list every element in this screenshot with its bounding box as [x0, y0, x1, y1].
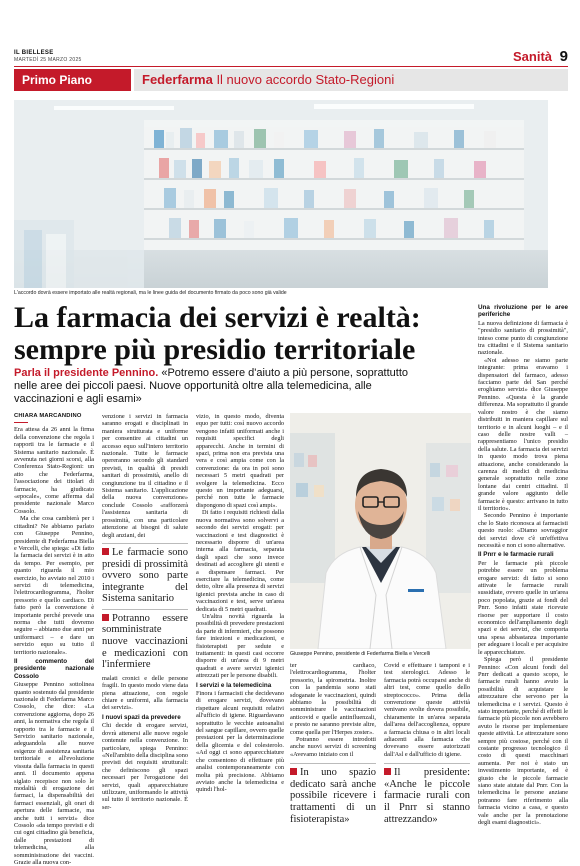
col1-p2: Ma che cosa cambierà per i cittadini? Ne abbiamo parlato con Giuseppe Pennino, presidente di Federfarma Biella e Vercelli, che spiega: «Di fatto la farmacia dei servizi è in atto da tempo. Per esempio, per quanto riguarda il mio esercizio, ho avviato nel 2010 i servizi di telemedicina, l'elettrocardiogramma, l'holter pressorio e quello cardiaco. Di fatto però la convenzione è importante perché prevede una norma che tutti dovremo seguire – abbiamo due anni per uniformarci – e dare un servizio equo su tutto il territorio nazionale». [14, 515, 94, 656]
col4-p1: ter cardiaco, l'elettrocardiogramma, l'holter pressorio, la spirometria. Inoltre con la pandemia sono stati sdoganate le vaccinazioni, quindi abbiamo la possibilità di somministrare le vaccinazioni anticovid e quelle antinfluenzali, e presto ne saranno previste altre, come quella per l'Herpes zoster». [290, 662, 376, 736]
portrait-photo [290, 413, 471, 649]
pull-square-icon [102, 614, 109, 621]
col1-p1: Era attesa da 26 anni la firma della convenzione che regola i rapporti tra le farmacie e il Sistema sanitario nazionale. È avvenuta nei giorni scorsi, alla Conferenza Stato-Regioni: un atto che Federfarma, l'associazione dei titolari di farmacie, ha giudicato «epocale», come afferma dal presidente nazionale Marco Cossolo. [14, 426, 94, 515]
col3-p3: Un'altra novità riguarda la possibilità di prevedere prestazioni da parte di infermieri, che possono fare iniezioni e medicazioni, e fisioterapisti per sedute e trattamenti: in questi casi occorre disporre di un'area di 9 metri quadrati e avere servizi igienici attrezzati per le persone disabili. [196, 612, 284, 680]
pull-square-icon [102, 548, 109, 555]
issue-date: MARTEDÌ 25 MARZO 2025 [14, 57, 82, 63]
byline-rule [14, 422, 28, 423]
masthead [14, 50, 82, 63]
category-band: Primo Piano [14, 69, 131, 91]
byline: CHIARA MARCANDINO [14, 413, 82, 419]
pharmacy-photo [14, 100, 548, 288]
column-6 [478, 304, 568, 826]
header-rule [14, 66, 568, 67]
pharmacist-portrait-image [290, 413, 471, 649]
col1-subheading: Il commento del presidente nazionale Cossolo [14, 658, 94, 680]
column-3 [196, 413, 284, 794]
subhead-text: «Potremo essere d'aiuto a più persone, soprattutto nelle aree dei piccoli paesi. Nuove opportunità oltre alla telemedicina, alle vaccinazioni e agli esami» [14, 367, 409, 405]
section-name: Sanità [512, 49, 552, 64]
topic-bold: Federfarma [142, 72, 213, 87]
col2-p3: Chi decide di erogare servizi, dovrà attenersi alle nuove regole contenute nella convenzione. In particolare, spiega Pennino: «Nell'ambito della disciplina sono previsti dei requisiti strutturali: che definiscono gli spazi necessari per l'erogazione dei servizi, quali apparecchiature utilizzare, uniformando le attività sul tutto il territorio nazionale. È ser- [102, 722, 188, 811]
col3-p2: Di fatto i requisiti richiesti dalla nuova normativa sono solvervi a secondo dei servizi erogati: per vaccinazioni e test diagnostici è necessario disporre di un'area interna alla farmacia, separata dagli spazi che sono invece destinati ad accogliere gli utenti e a dispensare farmaci. Per esercitare la telemedicina, come detto, oltre alla presenza di servizi igienici prevista anche in caso di vaccinazioni e test, serve un'area dedicata di 5 metri quadrati. [196, 509, 284, 613]
pull-quote-3 [290, 763, 376, 825]
col6-p3: Secondo Pennino è importante che lo Stato riconosca ai farmacisti questo ruolo: «Diamo sovraggior dei servizi dove c'è un'effettiva necessità e non ci sono alternative. [478, 512, 568, 549]
col6-p4: Per le farmacie più piccole potrebbe essere un problema erogare servizi: di fatto si sono attivate le farmacie rurali sussidiate, ovvero quelle in un'area poco popolata, grazie ai fondi del Pnrr. Sono infatti state ricevute risorse per supportare il costo economico dell'ampliamento degli spazi e dei servizi, che comporta una spesa abbastanza importante per adeguare i locali e per acquisire le apparecchiature. [478, 559, 568, 656]
pull-quote-1 [102, 543, 188, 605]
topic-rest: Il nuovo accordo Stato-Regioni [216, 72, 395, 87]
pharmacy-shelves-image [14, 100, 548, 288]
col5-p1: Covid e effettuare i tamponi e i test sierologici. Adesso le farmacia potrà occuparsi anche di altri test, come quello dello streptococco». Prima della convenzione queste attività venivano svolte dovera possibile, chiaramente in un'area separata dall'area dell'accoglienza, oppure a farmacia chiusa o in altri locali adiacenti alla farmacia che dovevano essere autorizzati dall'Asl e dall'ufficio di igiene. [384, 662, 470, 758]
col2-p2: malati cronici e delle persone fragili. In questo modo viene data piena attuazione, con regole chiare e uniformi, alla farmacia dei servizi». [102, 674, 188, 712]
pull-quote-4 [384, 763, 470, 825]
col3-p4: Finora i farmacisti che decidevano di erogare servizi, dovevano rispettare alcuni requisiti relativi all'ufficio di igiene. Riguardavano soprattutto le vecchie autoanalisi del sangue capillare, ovvero quelle prestazioni per la determinazione della glicemia e del colesterolo. «Ad oggi ci sono apparecchiature che consentono di effettuare più analisi contemporaneamente con molta più precisione. Abbiamo avviato anche la telemedicina e quindi l'hol- [196, 690, 284, 794]
headline: La farmacia dei servizi è realtà: sempre più presidio territoriale [14, 301, 421, 366]
col1-p3: Giuseppe Pennino sottolinea quanto sostenuto dal presidente nazionale di Federfarma Marco Cossolo, che dice: «La convenzione aggiorna, dopo 26 anni, la normativa che regola il rapporto tra le farmacie e il Servizio sanitario nazionale, adeguandola alle nuove esigenze di assistenza sanitaria territoriale e all'evoluzione vissuta dalla farmacia in questi anni. Il documento appena siglato recepisce non solo le modalità di erogazione dei farmaci, la dispensabilità dei farmaci essenziali, gli orari di apertura delle farmacie, ma anche tutti i servizi» dice Cossolo «da tempo previsti e di cui ogni cittadino già beneficia, dalle prestazioni di telemedicina, alla somministrazione dei vaccini. Grazie alla nuova con- [14, 681, 94, 866]
col6-p2: «Noi adesso ne siamo parte integrante: prima eravamo i dispensatori del farmaco, adesso facciamo parte del San perché eroghiamo servizi» dice Giuseppe Pennino. «Questa è la grande differenza. Ma soprattutto il grande valore nostro è che siamo distribuiti in maniera capillare sul territorio e in alcuni luoghi – e il caso delle nostre valli – rappresentiamo l'unico presidio della salute. La farmacia dei servizi in questo modo trova piena attuazione, anche considerando la carenza di medici di medicina generale soprattutto nelle zone lontane dai centri cittadini. Il grande valore aggiunto delle farmacie è questo: arrivano in tutto il territorio». [478, 356, 568, 512]
pull-square-icon [384, 768, 391, 775]
paper-name: IL BIELLESE [14, 50, 54, 56]
topic-band [134, 69, 568, 91]
column-5 [384, 662, 470, 825]
subheadline [14, 367, 434, 406]
col6-subheading-2: Il Pnrr e le farmacie rurali [478, 551, 554, 559]
pull-square-icon [290, 768, 297, 775]
col3-subheading: I servizi e la telemedicina [196, 681, 272, 689]
col2-p1: venzione i servizi in farmacia saranno erogati e disciplinati in maniera strutturata e uniforme per consentire ai cittadini un accesso equo sull'intero territorio nazionale. Tutte le farmacie opereranno secondo gli standard previsti, in qualità di presidi sanitari di prossimità, anello di congiunzione tra il cittadino e il Sistema sanitario. L'applicazione della nuova convenzione» conclude Cossolo «rafforzerà l'assistenza sanitaria di prossimità, con una particolare attenzione ai bisogni di salute degli anziani, dei [102, 413, 188, 539]
pull-quote-2 [102, 609, 188, 671]
column-1 [14, 413, 94, 866]
subhead-lead: Parla il presidente Pennino. [14, 367, 159, 379]
col6-p5: Spiega però il presidente Pennino: «Con alcuni fondi del Pnrr dedicati a questo scopo, le farmacie rurali hanno avuto la possibilità di acquistare le attrezzature che servono per la telemedicina e i servizi. Questo è stato importante, perché di effetti le farmacie più piccole non avrebbero avuto le risorse per implementare queste attività. Le attrezzature sono sempre più costose, perché con il costante progresso tecnologico il costo di questi macchinari aumenta. Per noi è stato un investimento importante, ed è giusto che le piccole farmacie siano state aiutate dal Pnrr. Con la telemedicina le persone anziane potranno fare riferimento alla farmacia vicino a casa, e questo vale anche per la prenotazione degli esami diagnostici». [478, 656, 568, 827]
pull-quote-3-text: In uno spazio dedicato sarà anche possibile ricevere i trattamenti di un fisioterapista» [290, 767, 376, 825]
pull-quote-1-text: Le farmacie sono presidi di prossimità ovvero sono parte integrante del Sistema sanitario [102, 546, 188, 605]
page-number: 9 [559, 48, 568, 65]
col2-subheading: I nuovi spazi da prevedere [102, 713, 181, 721]
column-4 [290, 662, 376, 825]
pull-quote-4-text: Il presidente: «Anche le piccole farmacie rurali con il Pnrr si stanno attrezzando» [384, 767, 470, 825]
col6-subheading-1: Una rivoluzione per le aree periferiche [478, 304, 568, 319]
portrait-caption: Giuseppe Pennino, presidente di Federfarma Biella e Vercelli [290, 651, 431, 657]
pull-quote-2-text: Potranno essere somministrate nuove vaccinazioni e medicazioni con l'infermiere [102, 612, 188, 671]
col3-p1: vizio, in questo modo, diventa equo per tutti: così nuovo accordo vengono infatti uniformati anche i requisiti specifici degli apparecchi. Anche in termini di spazi, prima non era prevista una vera e così ampia come con la convenzione: da ora in poi sono necessari 5 metri quadrati per svolgere la telemedicina. Ecco questo un importante adeguarsi, perché non tutte le farmacie dispongono di spazi così ampi». [196, 413, 284, 509]
col4-p2: Potranno essere introdotti anche nuovi servizi di screening «Avevamo iniziato con il [290, 736, 376, 758]
col6-p1: La nuova definizione di farmacia è "presidio sanitario di prossimità", inteso come punto di congiunzione tra cittadini e il Sistema sanitario nazionale. [478, 319, 568, 357]
column-2 [102, 413, 188, 811]
photo-caption: L'accordo dovrà essere importato alle realtà regionali, ma le linee guida del documento firmato da poco sono già valide [14, 290, 287, 296]
